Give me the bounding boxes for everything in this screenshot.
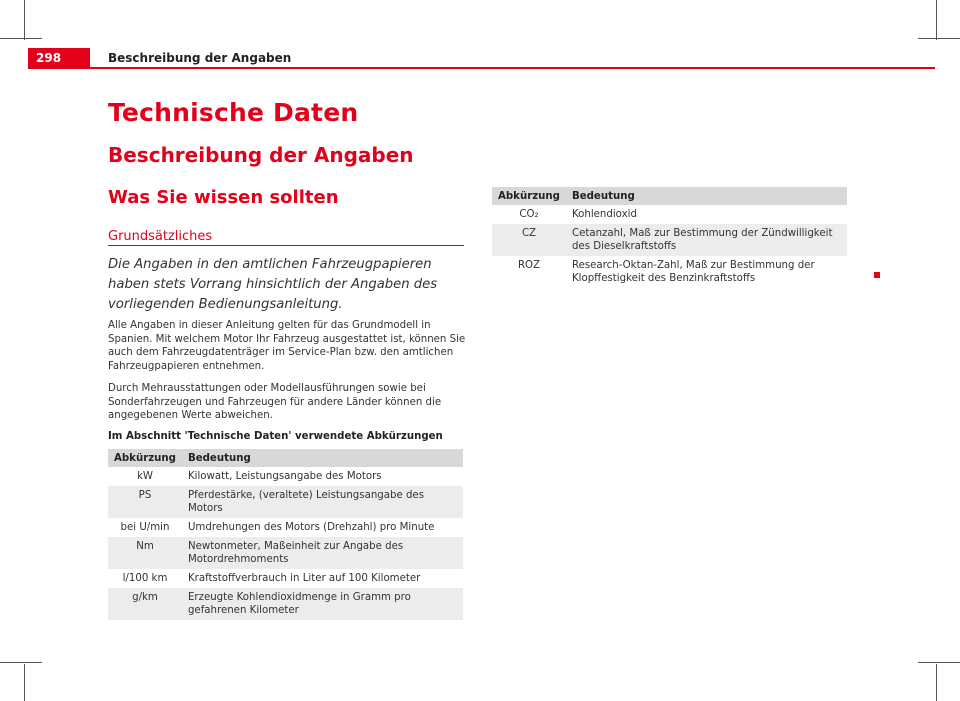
column-header-meaning: Bedeutung	[182, 449, 463, 467]
column-header-meaning: Bedeutung	[566, 187, 847, 205]
subsection-title: Was Sie wissen sollten	[108, 187, 339, 208]
column-header-abbr: Abkürzung	[108, 449, 182, 467]
page-number: 298	[28, 48, 90, 68]
table-header-row	[492, 187, 847, 205]
meaning-cell: Kilowatt, Leistungsangabe des Motors	[182, 467, 463, 486]
abbr-cell: kW	[108, 467, 182, 486]
paragraph-2: Durch Mehrausstattungen oder Modellausführungen sowie bei Sonderfahrzeugen und Fahrzeugen für andere Länder können die angegebenen Werte abweichen.	[108, 383, 442, 421]
crop-mark	[24, 0, 25, 40]
abbr-cell: l/100 km	[108, 569, 182, 588]
crop-mark	[936, 0, 937, 40]
running-header: Beschreibung der Angaben	[108, 51, 292, 65]
meaning-cell: Cetanzahl, Maß zur Bestimmung der Zündwilligkeit des Dieselkraftstoffs	[566, 224, 847, 256]
header-rule	[28, 67, 935, 69]
table-row	[108, 537, 463, 569]
abbr-cell: PS	[108, 486, 182, 518]
section-end-marker	[874, 272, 880, 278]
meaning-cell: Kraftstoffverbrauch in Liter auf 100 Kilometer	[182, 569, 463, 588]
section-title: Beschreibung der Angaben	[108, 143, 414, 167]
table-row	[108, 588, 463, 620]
abbr-cell: ROZ	[492, 256, 566, 288]
crop-mark	[918, 662, 960, 663]
meaning-cell: Umdrehungen des Motors (Drehzahl) pro Minute	[182, 518, 463, 537]
column-header-abbr: Abkürzung	[492, 187, 566, 205]
table-row	[108, 569, 463, 588]
table-row	[492, 256, 847, 288]
table-heading: Im Abschnitt 'Technische Daten' verwendete Abkürzungen	[108, 431, 443, 442]
abbreviations-table-1	[108, 449, 463, 620]
meaning-cell: Research-Oktan-Zahl, Maß zur Bestimmung der Klopffestigkeit des Benzinkraftstoffs	[566, 256, 847, 288]
table-row	[108, 518, 463, 537]
abbr-cell: CO₂	[492, 205, 566, 224]
table-row	[108, 467, 463, 486]
crop-mark	[918, 38, 960, 39]
meaning-cell: Pferdestärke, (veraltete) Leistungsangabe des Motors	[182, 486, 463, 518]
table-header-row	[108, 449, 463, 467]
abbreviations-table-2	[492, 187, 847, 288]
chapter-title: Technische Daten	[108, 98, 359, 127]
meaning-cell: Newtonmeter, Maßeinheit zur Angabe des Motordrehmoments	[182, 537, 463, 569]
topic-rule	[108, 245, 464, 246]
crop-mark	[936, 664, 937, 701]
abbr-cell: g/km	[108, 588, 182, 620]
table-row	[492, 224, 847, 256]
topic-title: Grundsätzliches	[108, 229, 213, 244]
abbr-cell: Nm	[108, 537, 182, 569]
meaning-cell: Kohlendioxid	[566, 205, 847, 224]
crop-mark	[0, 38, 42, 39]
meaning-cell: Erzeugte Kohlendioxidmenge in Gramm pro gefahrenen Kilometer	[182, 588, 463, 620]
lead-text: Die Angaben in den amtlichen Fahrzeugpapieren haben stets Vorrang hinsichtlich der Angaben des vorliegenden Bedienungsanleitung.	[108, 257, 438, 312]
abbr-cell: CZ	[492, 224, 566, 256]
crop-mark	[0, 662, 42, 663]
table-row	[108, 486, 463, 518]
paragraph-1: Alle Angaben in dieser Anleitung gelten für das Grundmodell in Spanien. Mit welchem Motor Ihr Fahrzeug ausgestattet ist, können Sie auch dem Fahrzeugdatenträger im Service-Plan bzw. den amtlichen Fahrzeugpapieren entnehmen.	[108, 320, 466, 372]
crop-mark	[24, 664, 25, 701]
abbr-cell: bei U/min	[108, 518, 182, 537]
table-row	[492, 205, 847, 224]
